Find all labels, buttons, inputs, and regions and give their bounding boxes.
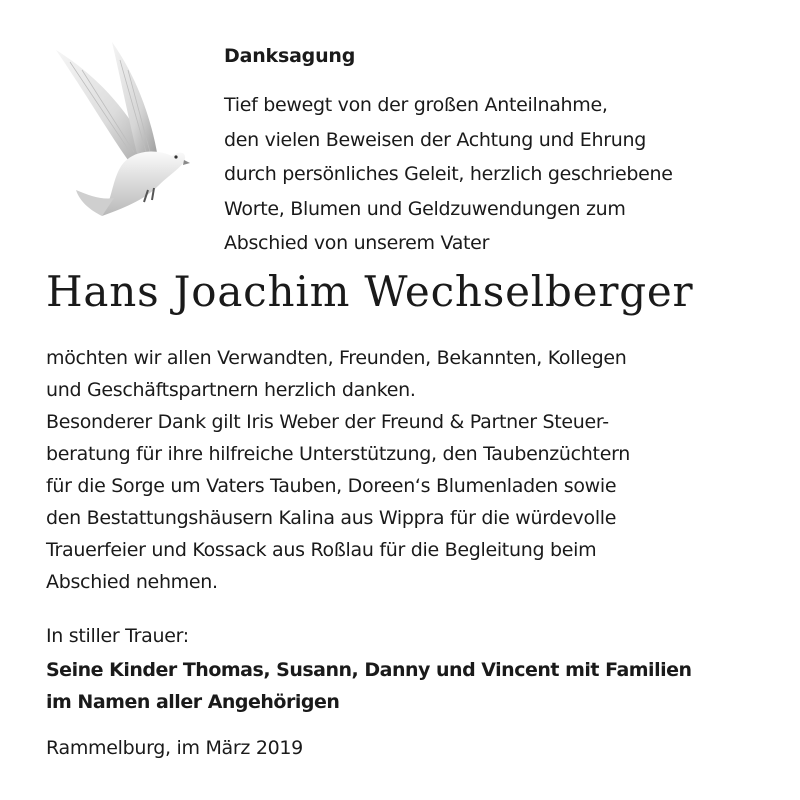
body-line: Besonderer Dank gilt Iris Weber der Freund & Partner Steuer-: [46, 411, 609, 433]
intro-line: Worte, Blumen und Geldzuwendungen zum: [224, 197, 626, 220]
intro-line: den vielen Beweisen der Achtung und Ehrung: [224, 128, 646, 151]
heading-danksagung: Danksagung: [224, 45, 356, 67]
body-line: beratung für ihre hilfreiche Unterstützung, den Taubenzüchtern: [46, 443, 631, 465]
body-line: und Geschäftspartnern herzlich danken.: [46, 379, 416, 401]
thanks-text: [46, 342, 786, 598]
intro-text: [224, 88, 784, 261]
intro-line: Abschied von unserem Vater: [224, 232, 490, 254]
body-line: Abschied nehmen.: [46, 571, 218, 593]
signers: [46, 654, 692, 718]
deceased-name: Hans Joachim Wechselberger: [46, 267, 694, 316]
signers-line: Seine Kinder Thomas, Susann, Danny und Vincent mit Familien: [46, 659, 692, 681]
body-line: Trauerfeier und Kossack aus Roßlau für die Begleitung beim: [46, 539, 597, 561]
intro-line: durch persönliches Geleit, herzlich geschriebene: [224, 163, 673, 185]
intro-line: Tief bewegt von der großen Anteilnahme,: [224, 94, 608, 116]
body-line: möchten wir allen Verwandten, Freunden, Bekannten, Kollegen: [46, 347, 627, 369]
body-line: für die Sorge um Vaters Tauben, Doreen‘s Blumenladen sowie: [46, 475, 617, 497]
body-line: den Bestattungshäusern Kalina aus Wippra für die würdevolle: [46, 507, 617, 529]
signers-line: im Namen aller Angehörigen: [46, 691, 340, 713]
dove-icon: [50, 40, 190, 220]
mourning-label: In stiller Trauer:: [46, 625, 189, 647]
place-date: Rammelburg, im März 2019: [46, 737, 303, 759]
